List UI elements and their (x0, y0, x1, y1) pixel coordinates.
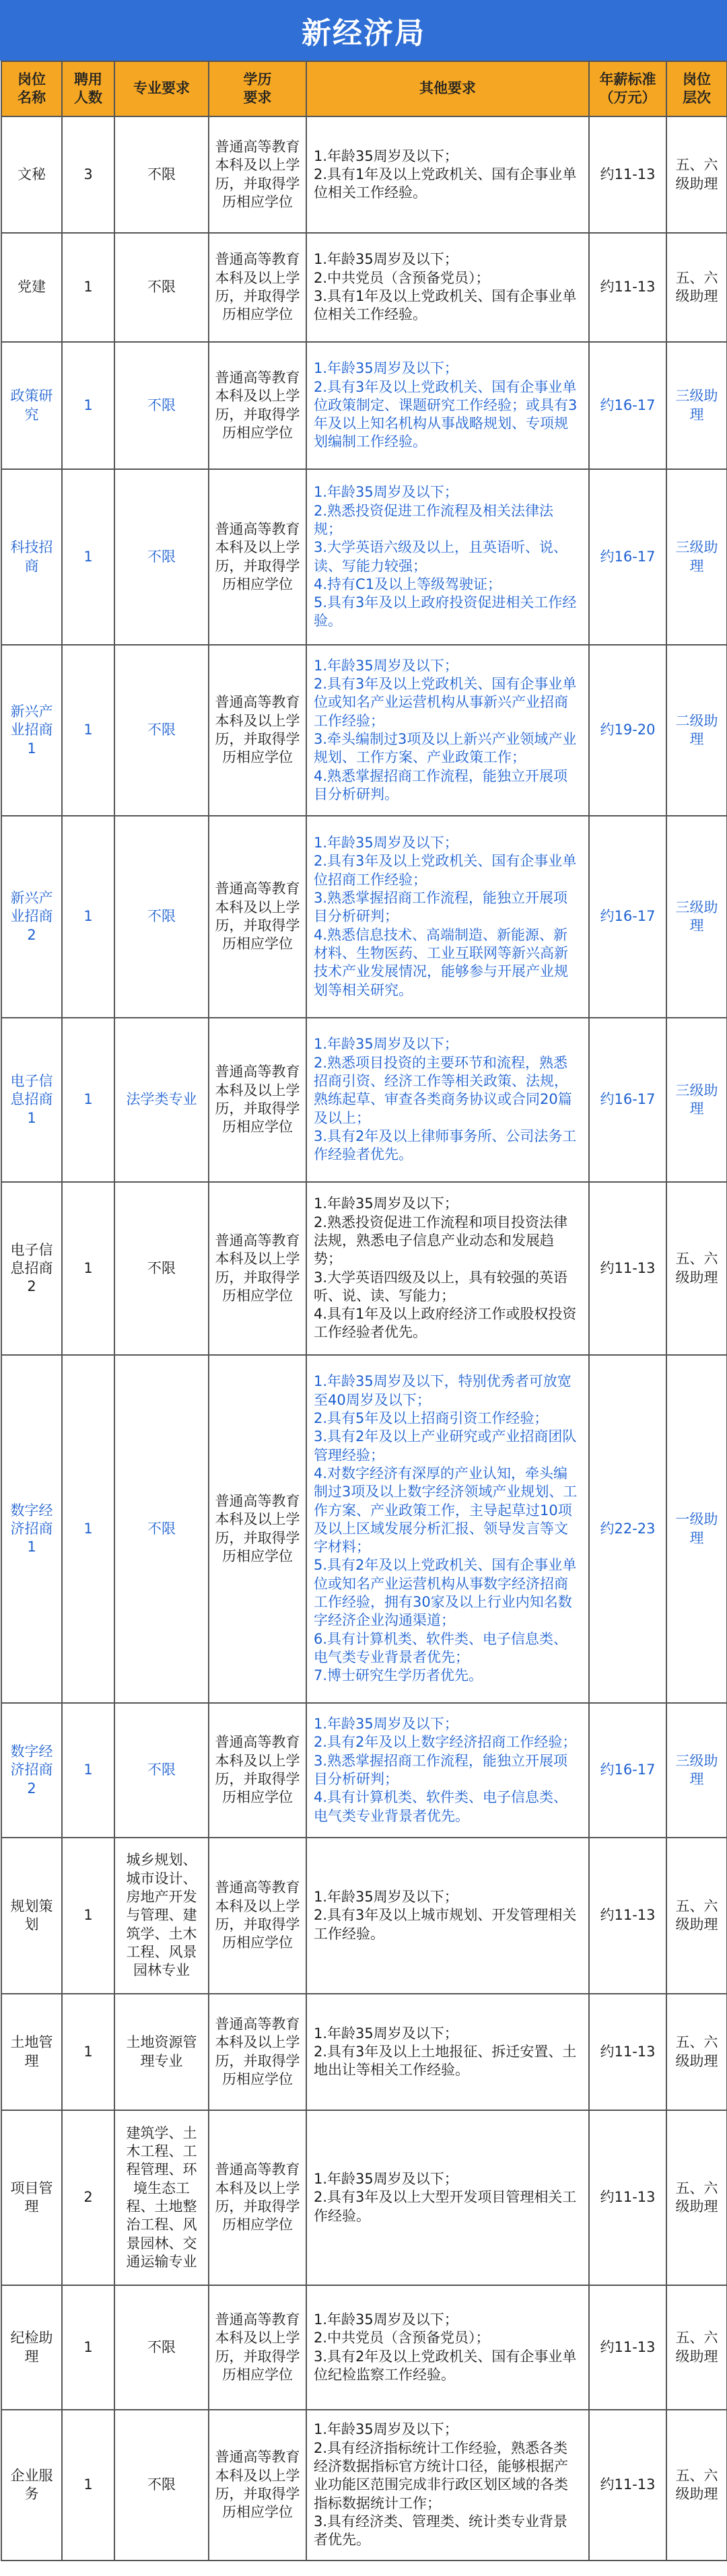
major-cell: 不限 (114, 1703, 209, 1838)
requirement-line: 3.具有2年及以上党政机关、国有企事业单位纪检监察工作经验。 (314, 2348, 577, 2383)
requirement-line: 2.具有5年及以上招商引资工作经验； (314, 1410, 549, 1427)
requirement-line: 5.具有2年及以上党政机关、国有企事业单位或知名产业运营机构从事数字经济招商工作经验，拥有30家及以上行业内知名数字经济企业沟通渠道； (314, 1557, 577, 1629)
table-row (1, 1182, 727, 1355)
education-cell: 普通高等教育本科及以上学历，并取得学历相应学位 (209, 2285, 306, 2410)
level-cell: 五、六级助理 (666, 2285, 727, 2410)
requirement-line: 1.年龄35周岁及以下； (314, 1195, 458, 1212)
headcount-cell: 1 (62, 233, 114, 342)
header-position-name: 岗位 名称 (1, 61, 62, 116)
table-row (1, 1018, 727, 1182)
requirements-cell (306, 469, 589, 645)
major-cell: 城乡规划、城市设计、房地产开发与管理、建筑学、土木工程、风景园林专业 (114, 1838, 209, 1994)
requirement-line: 2.熟悉投资促进工作流程及相关法律法规； (314, 502, 554, 537)
requirement-line: 3.大学英语六级及以上，且英语听、说、读、写能力较强； (314, 539, 568, 574)
requirement-line: 7.博士研究生学历者优先。 (314, 1667, 483, 1684)
table-row (1, 1994, 727, 2110)
requirements-cell (306, 1018, 589, 1182)
education-cell: 普通高等教育本科及以上学历，并取得学历相应学位 (209, 1355, 306, 1703)
requirement-line: 2.具有3年及以上城市规划、开发管理相关工作经验。 (314, 1907, 577, 1942)
major-cell: 不限 (114, 1182, 209, 1355)
table-row (1, 1703, 727, 1838)
headcount-cell: 1 (62, 1182, 114, 1355)
requirement-line: 1.年龄35周岁及以下； (314, 835, 458, 851)
requirement-line: 1.年龄35周岁及以下； (314, 2171, 458, 2188)
salary-cell: 约11-13 (589, 2110, 666, 2285)
headcount-cell: 2 (62, 2110, 114, 2285)
salary-cell: 约11-13 (589, 116, 666, 233)
major-cell: 不限 (114, 116, 209, 233)
position-name-cell: 电子信息招商2 (1, 1182, 62, 1355)
requirement-line: 3.大学英语四级及以上，具有较强的英语听、说、读、写能力； (314, 1269, 568, 1304)
salary-cell: 约16-17 (589, 342, 666, 469)
level-cell: 五、六级助理 (666, 116, 727, 233)
requirements-cell (306, 1703, 589, 1838)
requirement-line: 3.具有2年及以上产业研究或产业招商团队管理经验； (314, 1428, 577, 1463)
position-name-cell: 项目管理 (1, 2110, 62, 2285)
education-cell: 普通高等教育本科及以上学历，并取得学历相应学位 (209, 816, 306, 1018)
requirements-cell (306, 342, 589, 469)
requirement-line: 1.年龄35周岁及以下； (314, 360, 458, 377)
table-header-row (1, 61, 727, 116)
table-row (1, 116, 727, 233)
major-cell: 不限 (114, 2410, 209, 2561)
headcount-cell: 1 (62, 342, 114, 469)
header-education: 学历 要求 (209, 61, 306, 116)
table-row (1, 1838, 727, 1994)
position-name-cell: 文秘 (1, 116, 62, 233)
salary-cell: 约11-13 (589, 2410, 666, 2561)
requirement-line: 1.年龄35周岁及以下，特别优秀者可放宽至40周岁及以下； (314, 1373, 572, 1408)
requirements-cell (306, 645, 589, 816)
table-row (1, 2410, 727, 2561)
page-title: 新经济局 (0, 0, 727, 61)
level-cell: 三级助理 (666, 469, 727, 645)
requirements-cell (306, 2110, 589, 2285)
major-cell: 不限 (114, 469, 209, 645)
level-cell: 五、六级助理 (666, 2410, 727, 2561)
major-cell: 不限 (114, 645, 209, 816)
salary-cell: 约16-17 (589, 469, 666, 645)
salary-cell: 约11-13 (589, 233, 666, 342)
headcount-cell: 1 (62, 645, 114, 816)
table-row (1, 2110, 727, 2285)
table-row (1, 816, 727, 1018)
requirement-line: 1.年龄35周岁及以下； (314, 1889, 458, 1906)
education-cell: 普通高等教育本科及以上学历，并取得学历相应学位 (209, 2410, 306, 2561)
salary-cell: 约22-23 (589, 1355, 666, 1703)
position-name-cell: 新兴产业招商2 (1, 816, 62, 1018)
headcount-cell: 1 (62, 1355, 114, 1703)
major-cell: 法学类专业 (114, 1018, 209, 1182)
education-cell: 普通高等教育本科及以上学历，并取得学历相应学位 (209, 1994, 306, 2110)
requirement-line: 1.年龄35周岁及以下； (314, 147, 458, 164)
headcount-cell: 1 (62, 2410, 114, 2561)
requirement-line: 4.具有计算机类、软件类、电子信息类、电气类专业背景者优先。 (314, 1789, 568, 1824)
requirement-line: 4.熟悉掌握招商工作流程，能独立开展项目分析研判。 (314, 767, 568, 802)
headcount-cell: 1 (62, 2285, 114, 2410)
level-cell: 一级助理 (666, 1355, 727, 1703)
level-cell: 三级助理 (666, 1018, 727, 1182)
headcount-cell: 1 (62, 469, 114, 645)
level-cell: 五、六级助理 (666, 1838, 727, 1994)
position-name-cell: 纪检助理 (1, 2285, 62, 2410)
major-cell: 不限 (114, 816, 209, 1018)
education-cell: 普通高等教育本科及以上学历，并取得学历相应学位 (209, 1182, 306, 1355)
salary-cell: 约16-17 (589, 1018, 666, 1182)
salary-cell: 约16-17 (589, 1703, 666, 1838)
requirement-line: 4.对数字经济有深厚的产业认知，牵头编制过3项及以上数字经济领域产业规划、工作方案、产业政策工作，主导起草过10项及以上区域发展分析汇报、领导发言等文字材料； (314, 1465, 578, 1556)
requirements-cell (306, 116, 589, 233)
requirement-line: 1.年龄35周岁及以下； (314, 2421, 458, 2438)
headcount-cell: 1 (62, 1018, 114, 1182)
requirements-cell (306, 1994, 589, 2110)
requirements-cell (306, 1355, 589, 1703)
education-cell: 普通高等教育本科及以上学历，并取得学历相应学位 (209, 233, 306, 342)
requirement-line: 1.年龄35周岁及以下； (314, 1716, 458, 1733)
requirement-line: 3.熟悉掌握招商工作流程，能独立开展项目分析研判； (314, 890, 568, 925)
education-cell: 普通高等教育本科及以上学历，并取得学历相应学位 (209, 342, 306, 469)
requirement-line: 2.具有经济指标统计工作经验，熟悉各类经济数据指标官方统计口径，能够根据产业功能区范围完成非行政区划区域的各类指标数据统计工作； (314, 2439, 568, 2511)
requirements-cell (306, 1838, 589, 1994)
requirement-line: 1.年龄35周岁及以下； (314, 484, 458, 501)
requirement-line: 3.具有经济类、管理类、统计类专业背景者优先。 (314, 2513, 568, 2548)
level-cell: 二级助理 (666, 645, 727, 816)
education-cell: 普通高等教育本科及以上学历，并取得学历相应学位 (209, 1703, 306, 1838)
requirement-line: 1.年龄35周岁及以下； (314, 1036, 458, 1053)
requirement-line: 2.熟悉投资促进工作流程和项目投资法律法规，熟悉电子信息产业动态和发展趋势； (314, 1214, 568, 1267)
requirement-line: 2.具有3年及以上党政机关、国有企事业单位政策制定、课题研究工作经验；或具有3年及以上知名机构从事战略规划、专项规划编制工作经验。 (314, 378, 578, 450)
position-name-cell: 土地管理 (1, 1994, 62, 2110)
header-level: 岗位 层次 (666, 61, 727, 116)
requirements-cell (306, 2285, 589, 2410)
requirement-line: 2.具有3年及以上党政机关、国有企事业单位或知名产业运营机构从事新兴产业招商工作经验； (314, 676, 577, 729)
requirement-line: 2.具有3年及以上土地报征、拆迁安置、土地出让等相关工作经验。 (314, 2043, 577, 2079)
requirement-line: 2.中共党员（含预备党员）； (314, 269, 490, 286)
headcount-cell: 1 (62, 1838, 114, 1994)
salary-cell: 约16-17 (589, 816, 666, 1018)
job-rows (1, 116, 727, 2561)
header-other-requirements: 其他要求 (306, 61, 589, 116)
requirement-line: 1.年龄35周岁及以下； (314, 2025, 458, 2042)
level-cell: 五、六级助理 (666, 1994, 727, 2110)
headcount-cell: 1 (62, 1703, 114, 1838)
requirement-line: 3.熟悉掌握招商工作流程，能独立开展项目分析研判； (314, 1752, 568, 1787)
requirement-line: 2.熟悉项目投资的主要环节和流程，熟悉招商引资、经济工作等相关政策、法规，熟练起草、审查各类商务协议或合同20篇及以上； (314, 1054, 572, 1126)
major-cell: 不限 (114, 233, 209, 342)
requirement-line: 3.具有1年及以上党政机关、国有企事业单位相关工作经验。 (314, 288, 577, 323)
headcount-cell: 1 (62, 1994, 114, 2110)
salary-cell: 约11-13 (589, 1994, 666, 2110)
major-cell: 不限 (114, 1355, 209, 1703)
requirement-line: 3.具有2年及以上律师事务所、公司法务工作经验者优先。 (314, 1127, 577, 1163)
requirement-line: 2.具有1年及以上党政机关、国有企事业单位相关工作经验。 (314, 166, 577, 201)
salary-cell: 约11-13 (589, 1838, 666, 1994)
requirement-line: 1.年龄35周岁及以下； (314, 2311, 458, 2328)
requirement-line: 3.牵头编制过3项及以上新兴产业领域产业规划、工作方案、产业政策工作； (314, 731, 577, 766)
major-cell: 不限 (114, 2285, 209, 2410)
level-cell: 三级助理 (666, 816, 727, 1018)
requirement-line: 4.持有C1及以上等级驾驶证； (314, 576, 502, 592)
job-table (1, 61, 727, 2561)
position-name-cell: 科技招商 (1, 469, 62, 645)
table-row (1, 342, 727, 469)
level-cell: 三级助理 (666, 342, 727, 469)
education-cell: 普通高等教育本科及以上学历，并取得学历相应学位 (209, 469, 306, 645)
headcount-cell: 3 (62, 116, 114, 233)
requirement-line: 2.中共党员（含预备党员）； (314, 2330, 490, 2346)
level-cell: 五、六级助理 (666, 233, 727, 342)
salary-cell: 约11-13 (589, 1182, 666, 1355)
position-name-cell: 党建 (1, 233, 62, 342)
header-salary: 年薪标准 （万元） (589, 61, 666, 116)
major-cell: 不限 (114, 342, 209, 469)
level-cell: 五、六级助理 (666, 1182, 727, 1355)
position-name-cell: 企业服务 (1, 2410, 62, 2561)
education-cell: 普通高等教育本科及以上学历，并取得学历相应学位 (209, 116, 306, 233)
requirement-line: 2.具有2年及以上数字经济招商工作经验； (314, 1734, 577, 1751)
table-row (1, 645, 727, 816)
education-cell: 普通高等教育本科及以上学历，并取得学历相应学位 (209, 645, 306, 816)
requirement-line: 4.具有1年及以上政府经济工作或股权投资工作经验者优先。 (314, 1306, 577, 1341)
position-name-cell: 数字经济招商2 (1, 1703, 62, 1838)
requirements-cell (306, 1182, 589, 1355)
position-name-cell: 规划策划 (1, 1838, 62, 1994)
table-row (1, 1355, 727, 1703)
position-name-cell: 电子信息招商1 (1, 1018, 62, 1182)
headcount-cell: 1 (62, 816, 114, 1018)
requirements-cell (306, 233, 589, 342)
header-major: 专业要求 (114, 61, 209, 116)
education-cell: 普通高等教育本科及以上学历，并取得学历相应学位 (209, 1838, 306, 1994)
level-cell: 五、六级助理 (666, 2110, 727, 2285)
position-name-cell: 新兴产业招商1 (1, 645, 62, 816)
requirement-line: 4.熟悉信息技术、高端制造、新能源、新材料、生物医药、工业互联网等新兴高新技术产业发展情况，能够参与开展产业规划等相关研究。 (314, 926, 568, 998)
requirement-line: 1.年龄35周岁及以下； (314, 657, 458, 674)
requirements-cell (306, 816, 589, 1018)
level-cell: 三级助理 (666, 1703, 727, 1838)
table-row (1, 2285, 727, 2410)
position-name-cell: 政策研究 (1, 342, 62, 469)
requirements-cell (306, 2410, 589, 2561)
table-row (1, 233, 727, 342)
table-row (1, 469, 727, 645)
education-cell: 普通高等教育本科及以上学历，并取得学历相应学位 (209, 2110, 306, 2285)
major-cell: 建筑学、土木工程、工程管理、环境生态工程、土地整治工程、风景园林、交通运输专业 (114, 2110, 209, 2285)
requirement-line: 5.具有3年及以上政府投资促进相关工作经验。 (314, 594, 577, 629)
requirement-line: 1.年龄35周岁及以下； (314, 251, 458, 268)
education-cell: 普通高等教育本科及以上学历，并取得学历相应学位 (209, 1018, 306, 1182)
major-cell: 土地资源管理专业 (114, 1994, 209, 2110)
position-name-cell: 数字经济招商1 (1, 1355, 62, 1703)
header-headcount: 聘用 人数 (62, 61, 114, 116)
salary-cell: 约11-13 (589, 2285, 666, 2410)
requirement-line: 2.具有3年及以上党政机关、国有企事业单位招商工作经验； (314, 853, 577, 888)
salary-cell: 约19-20 (589, 645, 666, 816)
requirement-line: 2.具有3年及以上大型开发项目管理相关工作经验。 (314, 2189, 577, 2224)
requirement-line: 6.具有计算机类、软件类、电子信息类、电气类专业背景者优先； (314, 1630, 568, 1665)
